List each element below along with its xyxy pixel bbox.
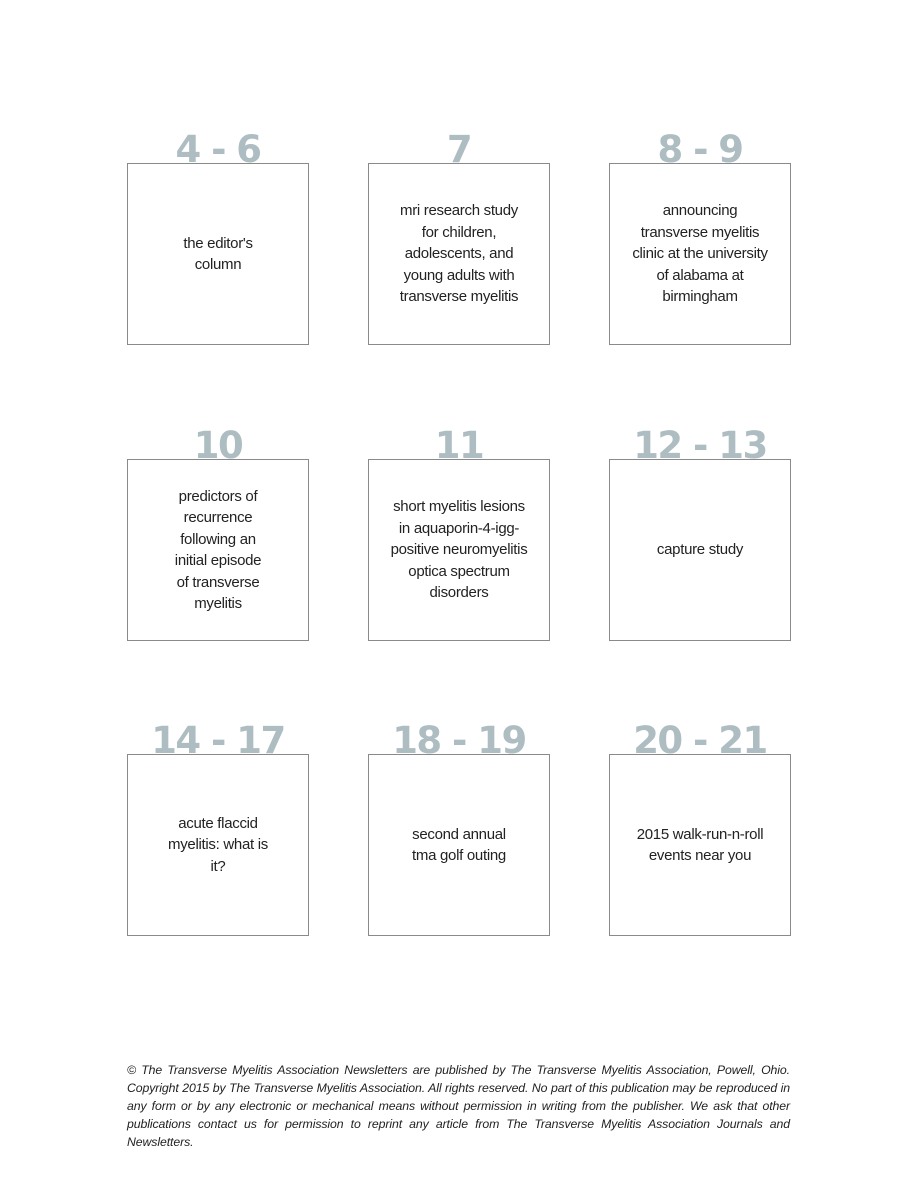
copyright-notice: © The Transverse Myelitis Association Newsletters are published by The Transverse Myelitis Association, Powell, Ohio. Copyright 2015 by The Transverse Myelitis Association. All rights reserved. No part of this publication may be reproduced in any form or by any electronic or mechanical means without permission in writing from the publisher. We ask that other publications contact us for permission to reprint any article from The Transverse Myelitis Association Journals and Newsletters. [127,1063,790,1149]
page-number: 4 - 6 [175,128,261,171]
article-box[interactable] [127,163,309,345]
article-title: predictors of recurrence following an initial episode of transverse myelitis [174,487,262,612]
article-title: acute flaccid myelitis: what is it? [168,814,268,875]
article-title: capture study [656,541,744,559]
page-number: 10 [193,424,243,467]
article-box[interactable] [609,754,791,936]
article-box[interactable] [609,163,791,345]
page-number: 18 - 19 [392,719,526,762]
article-box[interactable] [368,459,550,641]
article-title: the editor's column [183,234,253,273]
page-number: 12 - 13 [633,424,767,467]
page-number: 11 [434,424,484,467]
page-number: 14 - 17 [151,719,285,762]
article-box[interactable] [127,459,309,641]
article-title: second annual tma golf outing [412,825,506,864]
article-title: mri research study for children, adolescents, and young adults with transverse myelitis [399,202,519,306]
article-title: announcing transverse myelitis clinic at the university of alabama at birmingham [632,202,768,306]
article-box[interactable] [368,163,550,345]
article-box[interactable] [368,754,550,936]
article-box[interactable] [127,754,309,936]
page-number: 8 - 9 [657,128,743,171]
article-title: short myelitis lesions in aquaporin-4-igg-positive neuromyelitis optica spectrum disorders [390,498,528,602]
article-title: 2015 walk-run-n-roll events near you [636,825,764,864]
page-number: 20 - 21 [633,719,767,762]
page-number: 7 [446,128,472,171]
article-box[interactable] [609,459,791,641]
